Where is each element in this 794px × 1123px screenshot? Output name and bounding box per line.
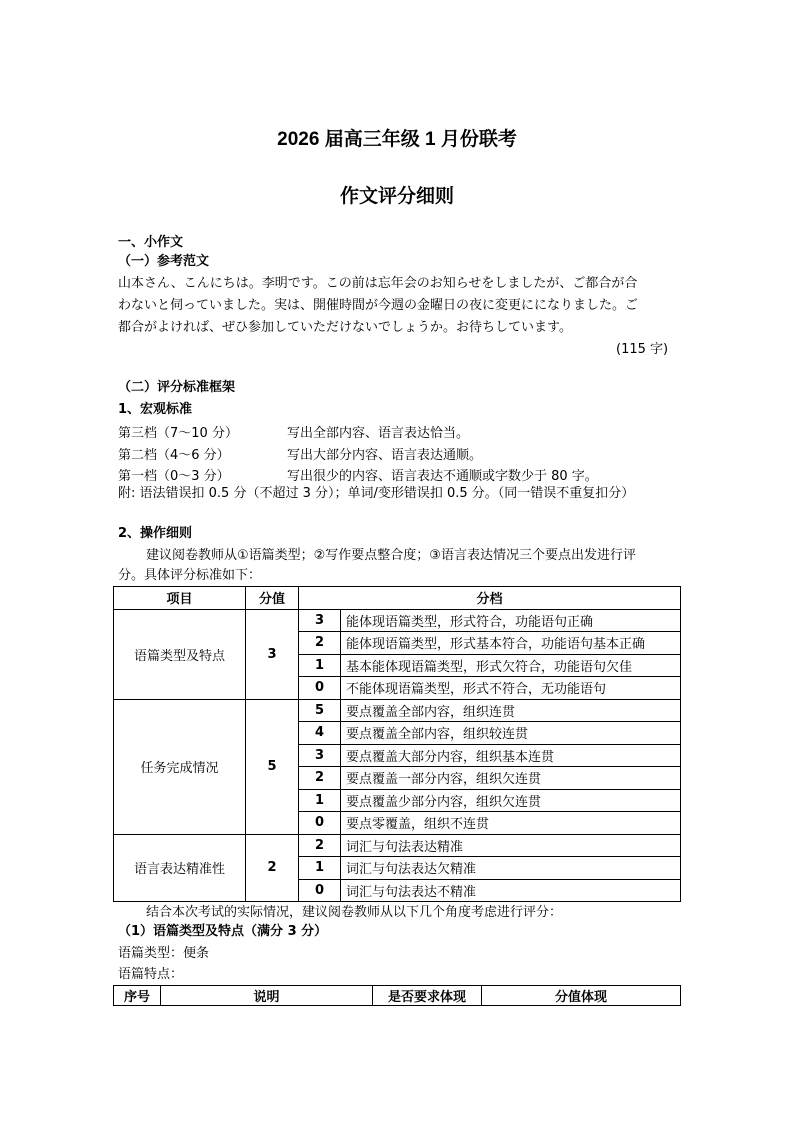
table-header-row — [114, 587, 681, 610]
level-cell: 2 — [299, 834, 341, 857]
level-cell: 0 — [299, 879, 341, 902]
operation-heading: 2、操作细则 — [118, 526, 193, 541]
sample-essay-line: わないと伺っていました。実は、開催時間が今週の金曜日の夜に変更にになりました。ご — [118, 298, 639, 313]
document-title: 2026 届高三年级 1 月份联考 — [277, 129, 517, 150]
level-cell: 4 — [299, 722, 341, 745]
item-cell: 语言表达精准性 — [114, 834, 246, 902]
level-description: 要点覆盖少部分内容，组织欠连贯 — [341, 789, 681, 812]
section-heading-small-essay: 一、小作文 — [118, 235, 184, 250]
genre-features-line: 语篇特点： — [118, 967, 184, 982]
level-description: 词汇与句法表达不精准 — [341, 879, 681, 902]
level-description: 要点覆盖一部分内容，组织欠连贯 — [341, 767, 681, 790]
level-cell: 1 — [299, 789, 341, 812]
level-description: 基本能体现语篇类型，形式欠符合，功能语句欠佳 — [341, 654, 681, 677]
header-score: 分值 — [246, 587, 299, 610]
level-description: 不能体现语篇类型，形式不符合，无功能语句 — [341, 677, 681, 700]
level-description: 能体现语篇类型，形式基本符合，功能语句基本正确 — [341, 632, 681, 655]
level-description: 要点覆盖大部分内容，组织基本连贯 — [341, 744, 681, 767]
item-cell: 语篇类型及特点 — [114, 609, 246, 699]
level-cell: 2 — [299, 632, 341, 655]
grade-description: 写出大部分内容、语言表达通顺。 — [287, 448, 483, 463]
grade-label: 第一档（0～3 分） — [118, 469, 230, 484]
sample-essay-line: 山本さん、こんにちは。李明です。この前は忘年会のお知らせをしましたが、ご都合が合 — [118, 276, 638, 291]
level-description: 词汇与句法表达精准 — [341, 834, 681, 857]
level-cell: 5 — [299, 699, 341, 722]
header-index: 序号 — [114, 986, 161, 1006]
header-description: 说明 — [161, 986, 373, 1006]
item-cell: 任务完成情况 — [114, 699, 246, 834]
level-cell: 3 — [299, 609, 341, 632]
genre-subheading: （1）语篇类型及特点（满分 3 分） — [118, 924, 328, 939]
level-description: 能体现语篇类型，形式符合，功能语句正确 — [341, 609, 681, 632]
evaluation-guidance: 结合本次考试的实际情况，建议阅卷教师从以下几个角度考虑进行评分： — [146, 905, 563, 920]
score-cell: 3 — [246, 609, 299, 699]
level-cell: 1 — [299, 654, 341, 677]
genre-type-line: 语篇类型：便条 — [118, 946, 210, 961]
table-header-row — [114, 986, 681, 1006]
operation-intro: 建议阅卷教师从①语篇类型；②写作要点整合度；③语言表达情况三个要点出发进行评 — [146, 548, 636, 563]
macro-standard-heading: 1、宏观标准 — [118, 402, 193, 417]
framework-heading: （二）评分标准框架 — [118, 380, 236, 395]
grade-description: 写出全部内容、语言表达恰当。 — [287, 426, 470, 441]
level-description: 要点覆盖全部内容，组织较连贯 — [341, 722, 681, 745]
level-cell: 2 — [299, 767, 341, 790]
grade-label: 第二档（4～6 分） — [118, 448, 230, 463]
table-row — [114, 609, 681, 632]
scoring-table — [113, 586, 681, 902]
word-count: (115 字) — [616, 342, 669, 357]
document-subtitle: 作文评分细则 — [339, 186, 454, 207]
sample-essay-line: 都合がよければ、ぜひ参加していただけないでしょうか。お待ちしています。 — [118, 320, 572, 335]
grade-label: 第三档（7～10 分） — [118, 426, 238, 441]
table-row — [114, 699, 681, 722]
level-cell: 3 — [299, 744, 341, 767]
level-cell: 0 — [299, 812, 341, 835]
deduction-note: 附: 语法错误扣 0.5 分（不超过 3 分）；单词/变形错误扣 0.5 分。（同一错误不重复扣分） — [118, 486, 635, 501]
header-score-reflection: 分值体现 — [482, 986, 681, 1006]
header-required: 是否要求体现 — [373, 986, 482, 1006]
grade-description: 写出很少的内容、语言表达不通顺或字数少于 80 字。 — [287, 469, 598, 484]
level-cell: 0 — [299, 677, 341, 700]
sample-essay-heading: （一）参考范文 — [118, 254, 210, 269]
level-cell: 1 — [299, 857, 341, 880]
level-description: 要点覆盖全部内容，组织连贯 — [341, 699, 681, 722]
level-description: 词汇与句法表达欠精准 — [341, 857, 681, 880]
score-cell: 5 — [246, 699, 299, 834]
operation-intro: 分。具体评分标准如下： — [118, 568, 262, 583]
features-table — [113, 985, 681, 1006]
score-cell: 2 — [246, 834, 299, 902]
header-item: 项目 — [114, 587, 246, 610]
header-grade: 分档 — [299, 587, 681, 610]
level-description: 要点零覆盖，组织不连贯 — [341, 812, 681, 835]
table-row — [114, 834, 681, 857]
